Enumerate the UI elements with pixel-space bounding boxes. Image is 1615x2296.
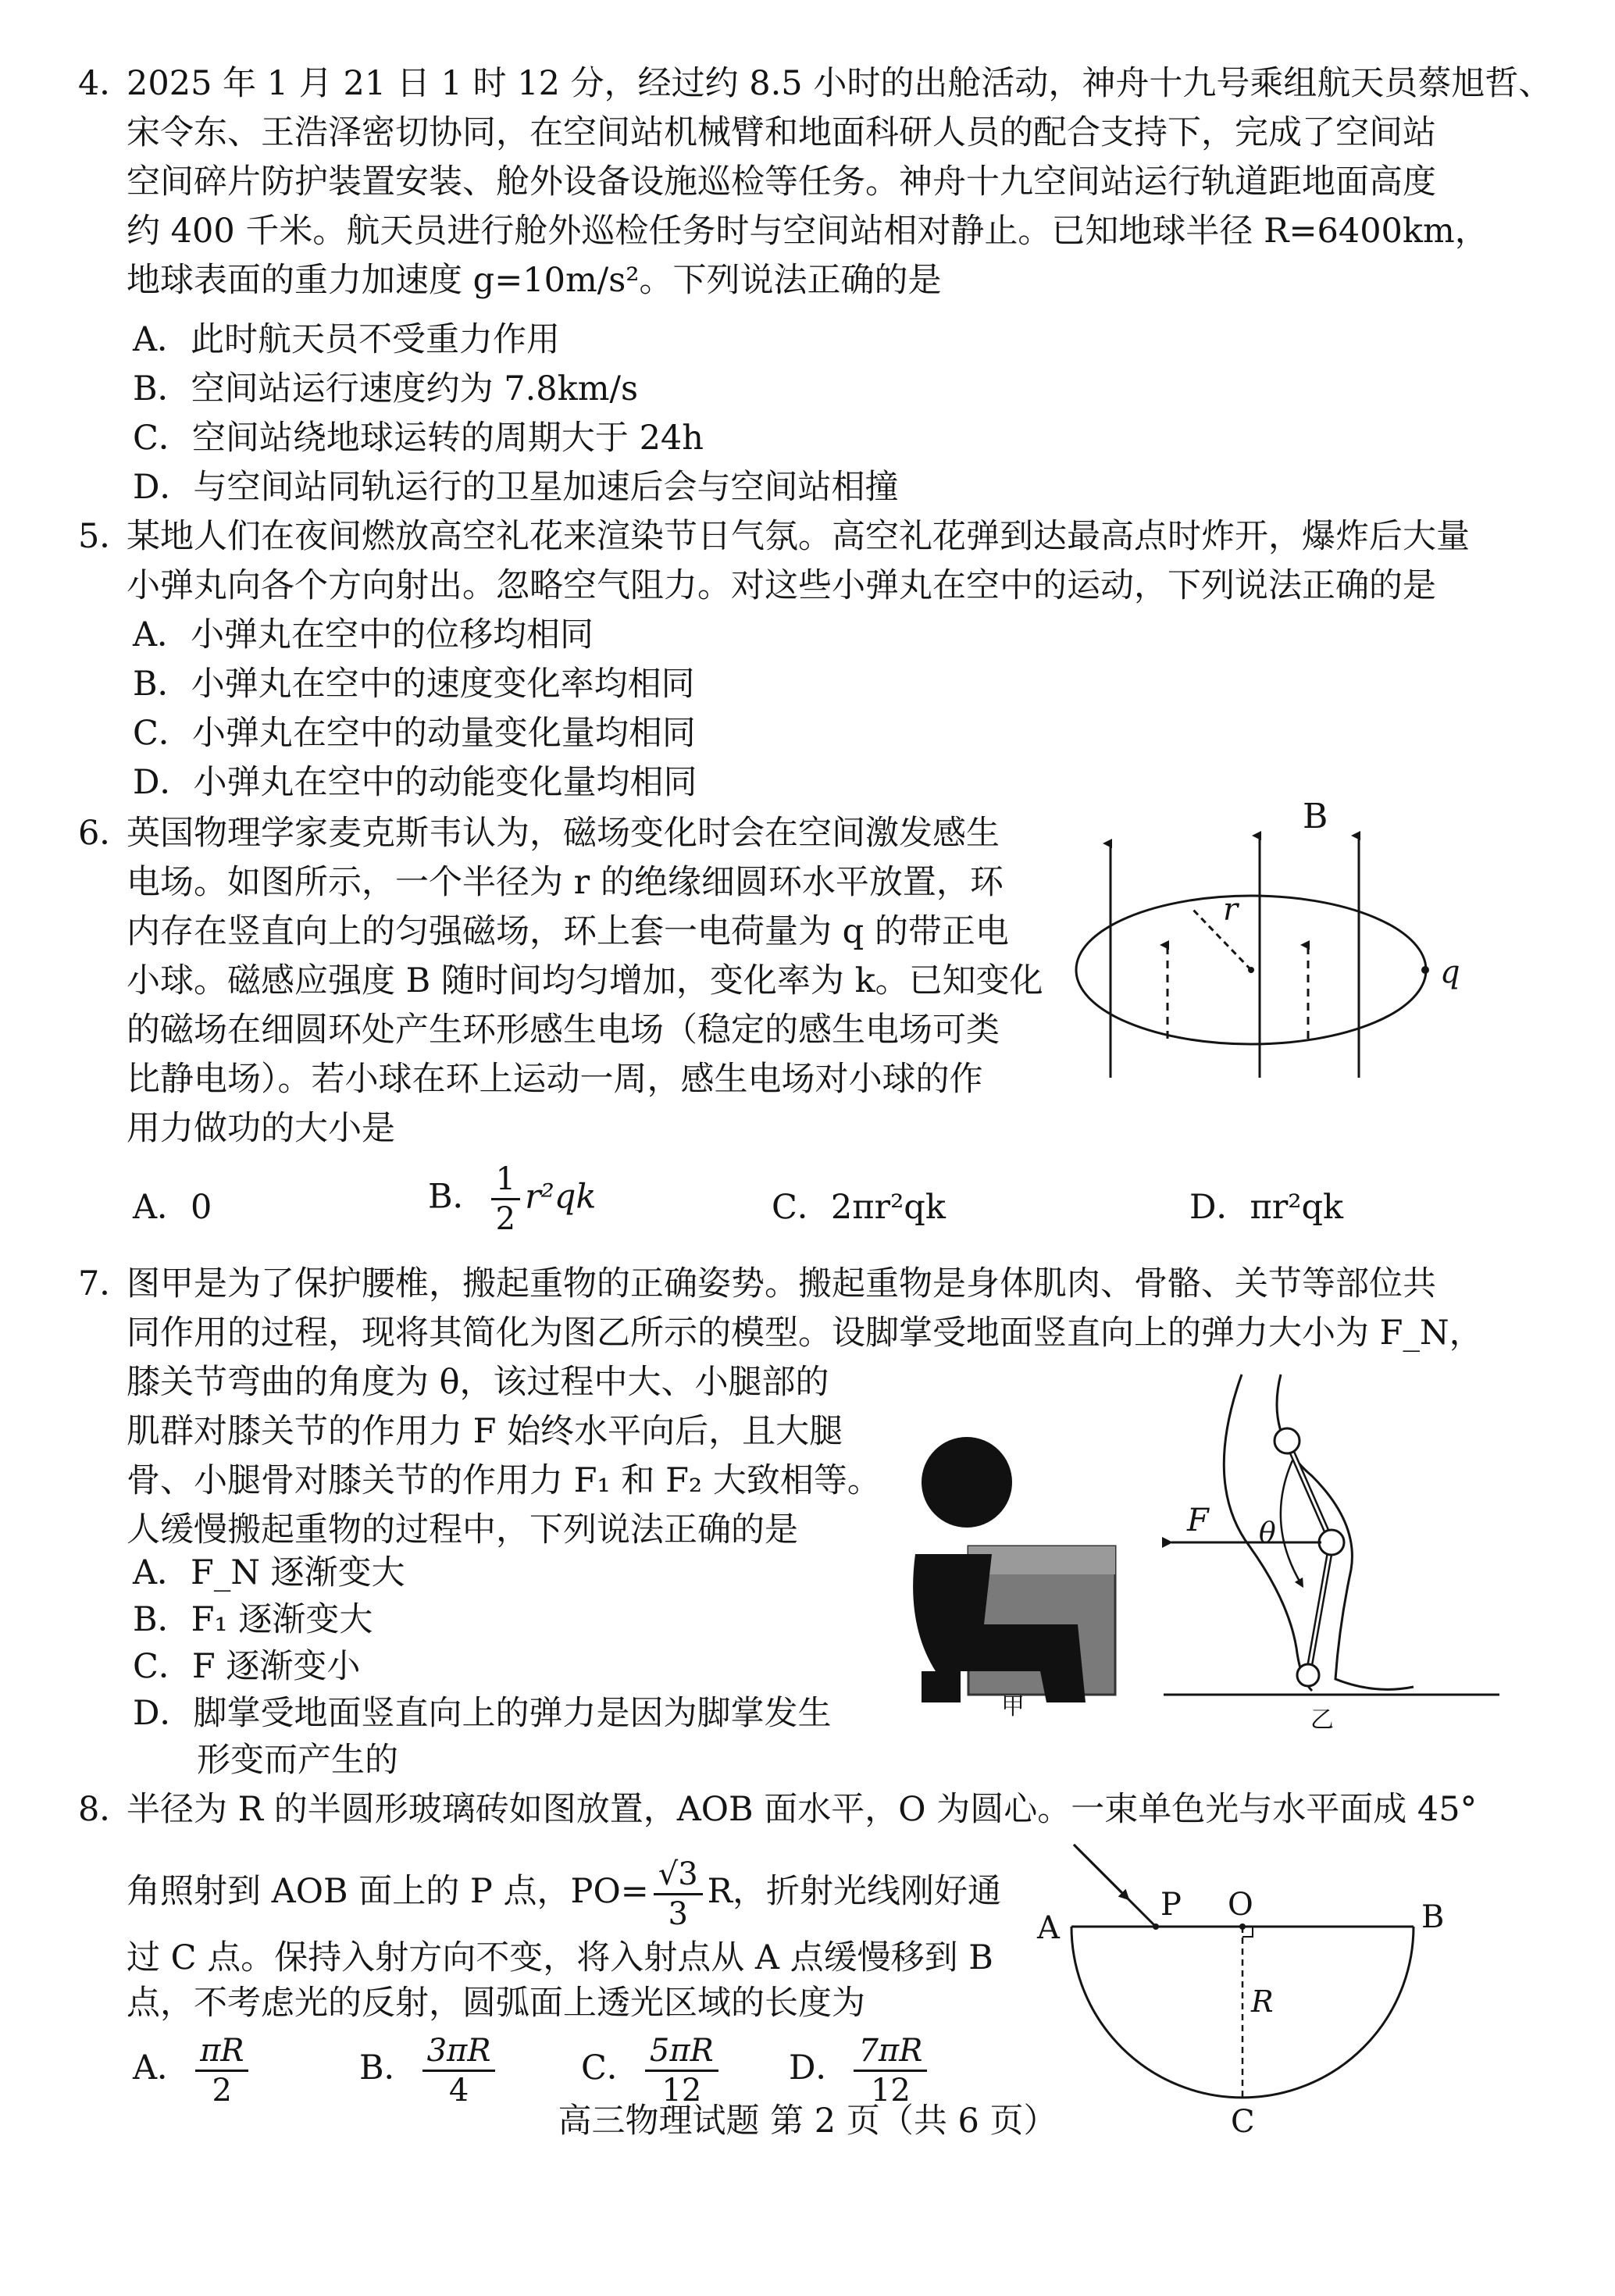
stem-line: 约 400 千米。航天员进行舱外巡检任务时与空间站相对静止。已知地球半径 R=6400km， [127, 212, 1488, 251]
leg-outline-front [1277, 1374, 1414, 1689]
stem-line: 比静电场）。若小球在环上运动一周，感生电场对小球的作 [127, 1060, 983, 1099]
stem-line: 地球表面的重力加速度 g=10m/s²。下列说法正确的是 [127, 261, 942, 300]
point-O [1239, 1923, 1246, 1930]
stem-line: 肌群对膝关节的作用力 F 始终水平向后，且大腿 [127, 1412, 843, 1451]
stem-line: 内存在竖直向上的匀强磁场，环上套一电荷量为 q 的带正电 [127, 912, 1009, 951]
fraction [654, 1856, 703, 1933]
fraction-denominator: 3 [668, 1895, 688, 1932]
stem-line: 的磁场在细圆环处产生环形感生电场（稳定的感生电场可类 [127, 1011, 1000, 1050]
point-P [1153, 1923, 1159, 1930]
knee-joint [1319, 1530, 1344, 1555]
label-q: q [1440, 954, 1460, 990]
label-C: C [1231, 2104, 1255, 2140]
stem-text: R，折射光线刚好通 [707, 1872, 1002, 1911]
q6-option-a: A．0 [133, 1188, 212, 1227]
option-expression: r²qk [525, 1177, 597, 1217]
q6-option-d: D．πr²qk [1189, 1188, 1344, 1227]
stem-line: 图甲是为了保护腰椎，搬起重物的正确姿势。搬起重物是身体肌肉、骨骼、关节等部位共 [127, 1264, 1436, 1303]
page-footer: 高三物理试题 第 2 页（共 6 页） [558, 2102, 1057, 2141]
person-head-icon [922, 1437, 1012, 1528]
fraction-denominator: 12 [661, 2072, 702, 2109]
question-number: 8． [78, 1790, 134, 1829]
q7-option-a: A．F_N 逐渐变大 [133, 1553, 405, 1592]
question-stem [127, 809, 1043, 1153]
stem-line: 宋令东、王浩泽密切协同，在空间站机械臂和地面科研人员的配合支持下，完成了空间站 [127, 113, 1436, 152]
question-stem [127, 59, 1552, 305]
muscle-arc [1281, 1460, 1301, 1584]
q7-option-d: D．脚掌受地面竖直向上的弹力是因为脚掌发生 [133, 1694, 832, 1733]
q5-option-d: D．小弹丸在空中的动能变化量均相同 [133, 763, 697, 802]
label-theta: θ [1259, 1517, 1276, 1549]
q8-stem-line-2 [127, 1851, 1001, 1933]
q8-glass-semicircle-figure [1031, 1827, 1468, 2140]
option-prefix: B． [359, 2048, 418, 2087]
stem-text: 角照射到 AOB 面上的 P 点，PO= [127, 1872, 649, 1911]
fraction-denominator: 2 [212, 2072, 232, 2109]
fraction-numerator: πR [195, 2032, 248, 2072]
q8-stem-line-3: 过 C 点。保持入射方向不变，将入射点从 A 点缓慢移到 B [127, 1938, 993, 1977]
q7-figure-jia [875, 1390, 1125, 1718]
q7-figure-yi [1156, 1367, 1507, 1734]
q5-option-a: A．小弹丸在空中的位移均相同 [133, 615, 594, 654]
stem-line: 英国物理学家麦克斯韦认为，磁场变化时会在空间激发感生 [127, 814, 1000, 853]
option-prefix: B． [428, 1177, 487, 1217]
fraction-numerator: √3 [654, 1856, 703, 1895]
option-prefix: C． [581, 2048, 640, 2087]
question-number: 4． [78, 64, 134, 103]
fraction-denominator: 4 [448, 2072, 469, 2109]
fraction-numerator: 7πR [854, 2032, 927, 2072]
label-B: B [1421, 1899, 1445, 1935]
stem-line: 膝关节弯曲的角度为 θ，该过程中大、小腿部的 [127, 1363, 829, 1402]
question-stem [127, 512, 1470, 611]
q7-option-d-continued: 形变而产生的 [197, 1741, 398, 1780]
q5-option-c: C．小弹丸在空中的动量变化量均相同 [133, 714, 696, 753]
question-number: 7． [78, 1264, 134, 1303]
radius-line [1191, 907, 1251, 970]
q7-option-b: B．F₁ 逐渐变大 [133, 1600, 373, 1639]
stem-line: 同作用的过程，现将其简化为图乙所示的模型。设脚掌受地面竖直向上的弹力大小为 F_N， [127, 1314, 1483, 1353]
stem-line: 某地人们在夜间燃放高空礼花来渲染节日气氛。高空礼花弹到达最高点时炸开，爆炸后大量 [127, 517, 1470, 556]
option-prefix: A． [133, 2048, 191, 2087]
stem-line: 骨、小腿骨对膝关节的作用力 F₁ 和 F₂ 大致相等。 [127, 1461, 881, 1500]
label-R: R [1251, 1984, 1274, 2019]
label-jia: 甲 [1001, 1693, 1025, 1718]
stem-line: 小球。磁感应强度 B 随时间均匀增加，变化率为 k。已知变化 [127, 961, 1043, 1000]
q4-option-d: D．与空间站同轨运行的卫星加速后会与空间站相撞 [133, 468, 899, 507]
fraction-numerator: 3πR [422, 2032, 496, 2072]
label-A: A [1037, 1910, 1060, 1946]
label-r: r [1223, 892, 1239, 928]
ring-center [1248, 967, 1254, 973]
stem-line: 电场。如图所示，一个半径为 r 的绝缘细圆环水平放置，环 [127, 863, 1004, 902]
question-number: 6． [78, 814, 134, 853]
incident-ray-arrow [1074, 1845, 1128, 1899]
question-number: 5． [78, 517, 134, 556]
q5-option-b: B．小弹丸在空中的速度变化率均相同 [133, 665, 695, 704]
fraction-numerator: 5πR [645, 2032, 718, 2072]
label-yi: 乙 [1310, 1706, 1334, 1734]
stem-line: 空间碎片防护装置安装、舱外设备设施巡检等任务。神舟十九空间站运行轨道距地面高度 [127, 162, 1436, 201]
option-prefix: D． [789, 2048, 850, 2087]
stem-line: 用力做功的大小是 [127, 1109, 395, 1148]
q6-option-b [428, 1160, 596, 1238]
q8-stem-line-4: 点，不考虑光的反射，圆弧面上透光区域的长度为 [127, 1984, 865, 2023]
fraction-numerator: 1 [491, 1160, 520, 1200]
hip-joint [1275, 1428, 1299, 1453]
stem-line: 半径为 R 的半圆形玻璃砖如图放置，AOB 面水平，O 为圆心。一束单色光与水平面成 45° [127, 1790, 1478, 1829]
q4-option-b: B．空间站运行速度约为 7.8km/s [133, 369, 639, 408]
q7-option-c: C．F 逐渐变小 [133, 1647, 361, 1686]
fraction-denominator: 2 [495, 1201, 516, 1237]
label-P: P [1160, 1887, 1182, 1923]
ankle-joint [1297, 1664, 1319, 1686]
fraction [491, 1160, 520, 1238]
stem-line: 2025 年 1 月 21 日 1 时 12 分，经过约 8.5 小时的出舱活动，神舟十九号乘组航天员蔡旭哲、 [127, 64, 1553, 103]
label-F: F [1187, 1503, 1209, 1538]
label-B: B [1303, 797, 1328, 836]
label-O: O [1228, 1887, 1253, 1923]
q4-option-c: C．空间站绕地球运转的周期大于 24h [133, 419, 704, 458]
person-foot-icon [922, 1671, 961, 1702]
q6-magnetic-field-figure [1070, 789, 1507, 1101]
fraction-denominator: 12 [870, 2072, 911, 2109]
q6-option-c: C．2πr²qk [772, 1188, 946, 1227]
stem-line: 小弹丸向各个方向射出。忽略空气阻力。对这些小弹丸在空中的运动，下列说法正确的是 [127, 566, 1436, 605]
charged-ball [1421, 966, 1429, 974]
shin-bone-inner [1308, 1542, 1332, 1675]
q4-option-a: A．此时航天员不受重力作用 [133, 320, 561, 359]
stem-line: 人缓慢搬起重物的过程中，下列说法正确的是 [127, 1510, 798, 1549]
